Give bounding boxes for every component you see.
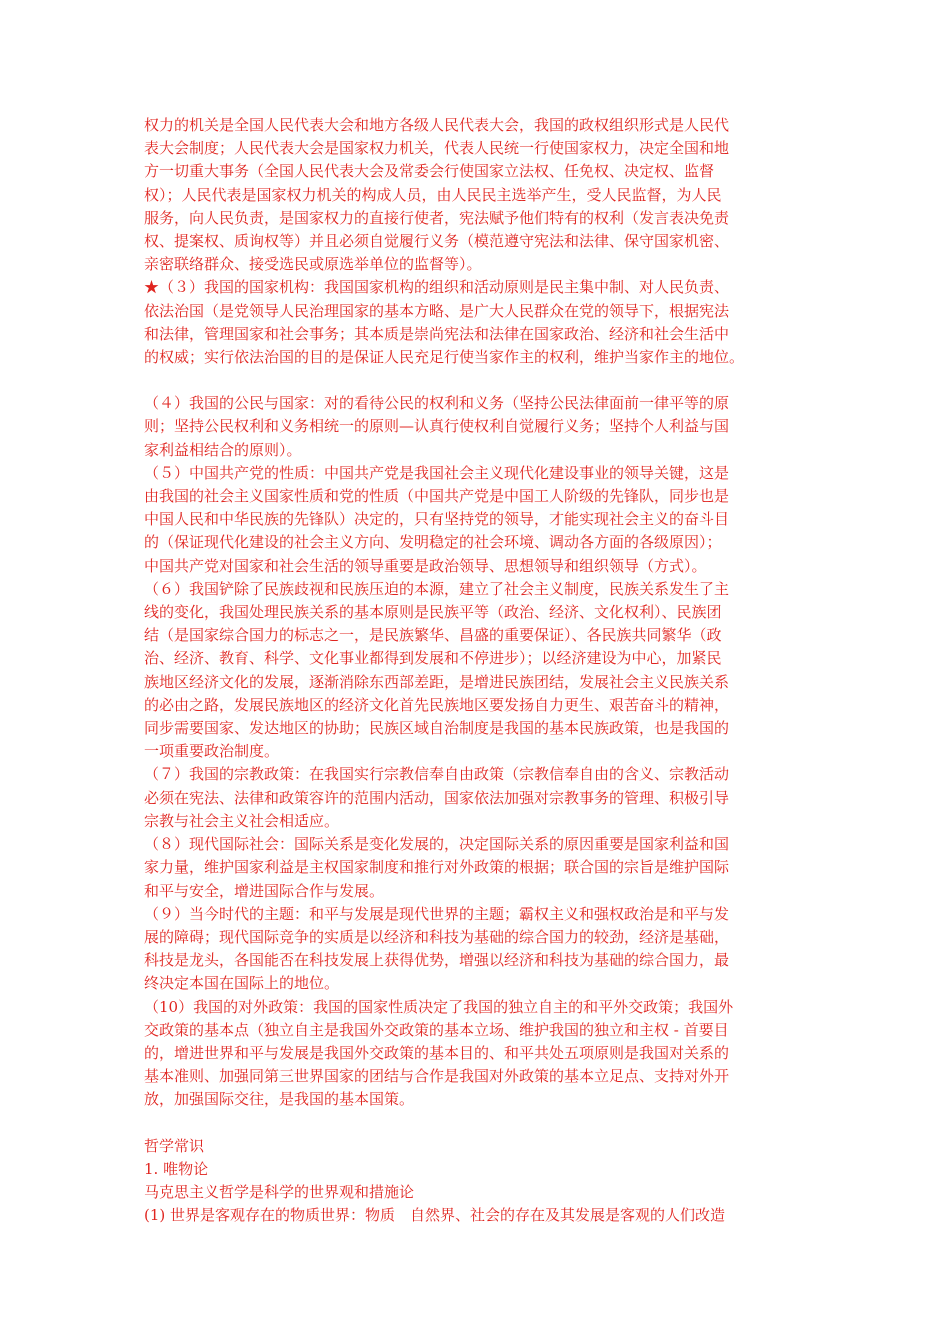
paragraph-ethnic [144,578,824,764]
text-line: 服务，向人民负责，是国家权力的直接行使者，宪法赋予他们特有的权利（发言表决免责 [144,208,730,227]
text-line: （６）我国铲除了民族歧视和民族压迫的本源，建立了社会主义制度，民族关系发生了主 [144,579,730,598]
subsection-heading: 1. 唯物论 [144,1159,209,1178]
text-line: 结（是国家综合国力的标志之一，是民族繁华、昌盛的重要保证）、各民族共同繁华（政 [144,626,722,645]
paragraph-party [144,462,824,578]
text-line: 和法律，管理国家和社会事务；其本质是崇尚宪法和法律在国家政治、经济和社会生活中 [144,324,730,343]
text-line: （７）我国的宗教政策：在我国实行宗教信奉自由政策（宗教信奉自由的含义、宗教活动 [144,765,730,784]
text-line: 族地区经济文化的发展，逐渐消除东西部差距，是增进民族团结，发展社会主义民族关系 [144,672,730,691]
text-line: 则；坚持公民权利和义务相统一的原则—认真行使权利自觉履行义务；坚持个人利益与国 [144,417,730,436]
text-line: (1) 世界是客观存在的物质世界：物质 自然界、社会的存在及其发展是客观的人们改造 [144,1206,726,1225]
text-line: 权、提案权、质询权等）并且必须自觉履行义务（模范遵守宪法和法律、保守国家机密、 [144,232,730,251]
text-line: 亲密联络群众、接受选民或原选举单位的监督等）。 [144,255,482,274]
text-line: （８）现代国际社会：国际关系是变化发展的，决定国际关系的原因重要是国家利益和国 [144,835,730,854]
text-line: 治、经济、教育、科学、文化事业都得到发展和不停进步）；以经济建设为中心，加紧民 [144,649,722,668]
paragraph-state-organs [144,276,824,369]
text-line: 同步需要国家、发达地区的协助；民族区域自治制度是我国的基本民族政策，也是我国的 [144,719,730,738]
text-line: 由我国的社会主义国家性质和党的性质（中国共产党是中国工人阶级的先锋队，同步也是 [144,487,730,506]
text-line: 宗教与社会主义社会相适应。 [144,811,340,830]
text-line: 基本准则、加强同第三世界国家的团结与合作是我国对外政策的基本立足点、支持对外开 [144,1067,730,1086]
text-line: 一项重要政治制度。 [144,742,280,761]
text-line: 的权威；实行依法治国的目的是保证人民充足行使当家作主的权利，维护当家作主的地位。 [144,348,745,367]
paragraph-religion [144,763,824,833]
text-line: 科技是龙头，各国能否在科技发展上获得优势，增强以经济和科技为基础的综合国力，最 [144,951,730,970]
paragraph-foreign-policy [144,996,824,1112]
text-line: 必须在宪法、法律和政策容许的范围内活动，国家依法加强对宗教事务的管理、积极引导 [144,788,730,807]
text-line: 表大会制度；人民代表大会是国家权力机关，代表人民统一行使国家权力，决定全国和地 [144,139,730,158]
blank-line [144,369,824,392]
text-line: 中国人民和中华民族的先锋队）决定的，只有坚持党的领导，才能实现社会主义的奋斗目 [144,510,730,529]
text-line: 交政策的基本点（独立自主是我国外交政策的基本立场、维护我国的独立和主权 - 首要目 [144,1020,729,1039]
text-line: 和平与安全，增进国际合作与发展。 [144,881,385,900]
text-line: 的，增进世界和平与发展是我国外交政策的基本目的、和平共处五项原则是我国对关系的 [144,1043,730,1062]
text-line: 家力量，维护国家利益是主权国家制度和推行对外政策的根据；联合国的宗旨是维护国际 [144,858,730,877]
text-line: ★（３）我国的国家机构：我国国家机构的组织和活动原则是民主集中制、对人民负责、 [144,278,730,297]
blank-line [144,1112,824,1135]
text-line: （９）当今时代的主题：和平与发展是现代世界的主题；霸权主义和强权政治是和平与发 [144,904,730,923]
paragraph-era-theme [144,903,824,996]
text-line: 马克思主义哲学是科学的世界观和措施论 [144,1182,415,1201]
section-philosophy [144,1135,824,1228]
text-line: 的必由之路，发展民族地区的经济文化首先民族地区要发扬自力更生、艰苦奋斗的精神， [144,695,730,714]
paragraph-citizens [144,392,824,462]
text-line: 展的障碍；现代国际竞争的实质是以经济和科技为基础的综合国力的较劲，经济是基础， [144,927,730,946]
section-heading: 哲学常识 [144,1136,205,1155]
text-line: 线的变化，我国处理民族关系的基本原则是民族平等（政治、经济、文化权利）、民族团 [144,603,722,622]
text-line: （10）我国的对外政策：我国的国家性质决定了我国的独立自主的和平外交政策；我国外 [144,997,734,1016]
text-line: 终决定本国在国际上的地位。 [144,974,340,993]
text-line: 依法治国（是党领导人民治理国家的基本方略、是广大人民群众在党的领导下，根据宪法 [144,301,730,320]
text-line: （５）中国共产党的性质：中国共产党是我国社会主义现代化建设事业的领导关键，这是 [144,463,730,482]
text-line: 权）；人民代表是国家权力机关的构成人员，由人民民主选举产生，受人民监督，为人民 [144,185,722,204]
text-line: 方一切重大事务（全国人民代表大会及常委会行使国家立法权、任免权、决定权、监督 [144,162,715,181]
text-line: 家利益相结合的原则）。 [144,440,302,459]
text-line: 放，加强国际交往，是我国的基本国策。 [144,1090,415,1109]
paragraph-npc [144,114,824,276]
paragraph-international [144,833,824,903]
document-page [144,114,824,1227]
text-line: （４）我国的公民与国家：对的看待公民的权利和义务（坚持公民法律面前一律平等的原 [144,394,730,413]
text-line: 权力的机关是全国人民代表大会和地方各级人民代表大会，我国的政权组织形式是人民代 [144,116,730,134]
text-line: 中国共产党对国家和社会生活的领导重要是政治领导、思想领导和组织领导（方式）。 [144,556,707,575]
text-line: 的（保证现代化建设的社会主义方向、发明稳定的社会环境、调动各方面的各级原因）； [144,533,722,552]
